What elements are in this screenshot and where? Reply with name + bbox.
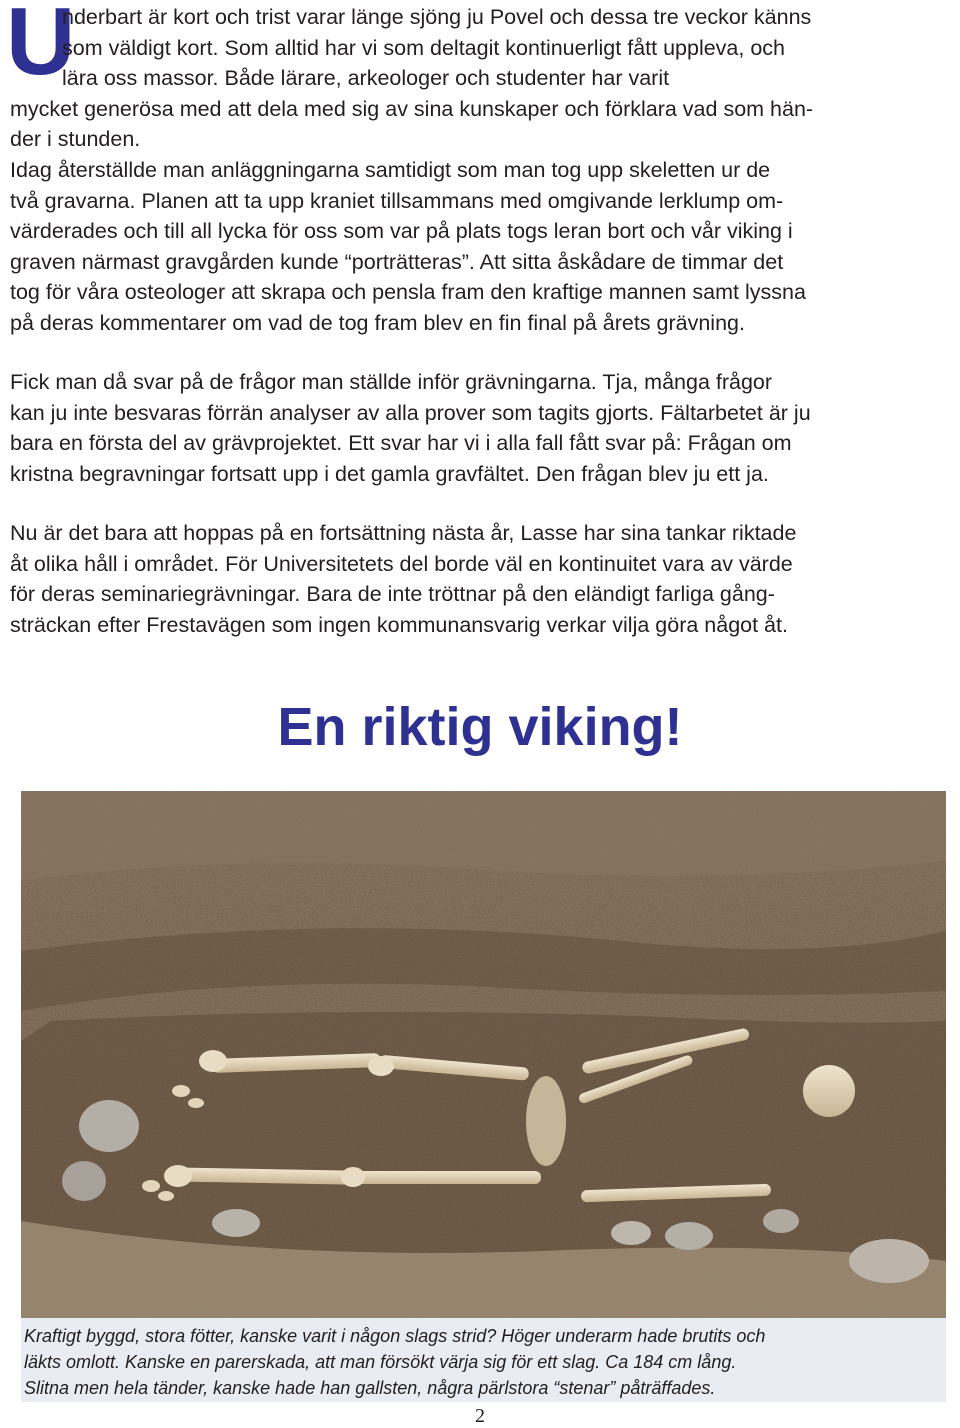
caption-line: läkts omlott. Kanske en parerskada, att man försökt värja sig för ett slag. Ca 184 cm lång. bbox=[24, 1352, 737, 1372]
paragraph-questions bbox=[10, 367, 955, 489]
photo-caption bbox=[24, 1323, 944, 1401]
text-line: för deras seminariegrävningar. Bara de inte tröttnar på den eländigt farliga gång- bbox=[10, 582, 775, 607]
text-line: Nu är det bara att hoppas på en fortsättning nästa år, Lasse har sina tankar riktade bbox=[10, 521, 797, 545]
text-line: kristna begravningar fortsatt upp i det gamla gravfältet. Den frågan blev ju ett ja. bbox=[10, 461, 769, 486]
text-line: der i stunden. bbox=[10, 127, 141, 152]
text-line: som väldigt kort. Som alltid har vi som deltagit kontinuerligt fått uppleva, och bbox=[62, 35, 785, 60]
caption-line: Kraftigt byggd, stora fötter, kanske varit i någon slags strid? Höger underarm hade brutits och bbox=[24, 1326, 766, 1346]
text-line: graven närmast gravgården kunde “porträtteras”. Att sitta åskådare de timmar det bbox=[10, 249, 784, 274]
caption-line: Slitna men hela tänder, kanske hade han gallsten, några pärlstora “stenar” påträffades. bbox=[24, 1378, 716, 1398]
text-line: två gravarna. Planen att ta upp kraniet tillsammans med omgivande lerklump om- bbox=[10, 188, 784, 213]
paragraph-future bbox=[10, 518, 955, 640]
text-line: nderbart är kort och trist varar länge sjöng ju Povel och dessa tre veckor känns bbox=[62, 5, 812, 29]
text-line: kan ju inte besvaras förrän analyser av alla prover som tagits gjorts. Fältarbetet är ju bbox=[10, 400, 811, 425]
drop-cap: U bbox=[6, 0, 76, 95]
text-line: sträckan efter Frestavägen som ingen kommunansvarig verkar vilja göra något åt. bbox=[10, 612, 788, 637]
text-line: tog för våra osteologer att skrapa och pensla fram den kraftige mannen samt lyssna bbox=[10, 280, 806, 305]
text-line: på deras kommentarer om vad de tog fram blev en fin final på årets grävning. bbox=[10, 310, 745, 335]
text-line: lära oss massor. Både lärare, arkeologer och studenter har varit bbox=[62, 66, 670, 91]
text-line: Idag återställde man anläggningarna samtidigt som man tog upp skeletten ur de bbox=[10, 157, 771, 182]
section-heading: En riktig viking! bbox=[277, 697, 683, 757]
paragraph-intro bbox=[10, 2, 955, 339]
text-line: värderades och till all lycka för oss som var på plats togs leran bort och vår viking i bbox=[10, 219, 793, 244]
text-line: mycket generösa med att dela med sig av sina kunskaper och förklara vad som hän- bbox=[10, 96, 814, 121]
text-line: bara en första del av grävprojektet. Ett svar har vi i alla fall fått svar på: Frågan om bbox=[10, 431, 792, 456]
excavation-photo bbox=[21, 791, 946, 1318]
text-line: Fick man då svar på de frågor man ställde inför grävningarna. Tja, många frågor bbox=[10, 370, 773, 394]
page-number: 2 bbox=[475, 1405, 485, 1427]
text-line: åt olika håll i området. För Universitetets del borde väl en kontinuitet vara av värde bbox=[10, 551, 793, 576]
